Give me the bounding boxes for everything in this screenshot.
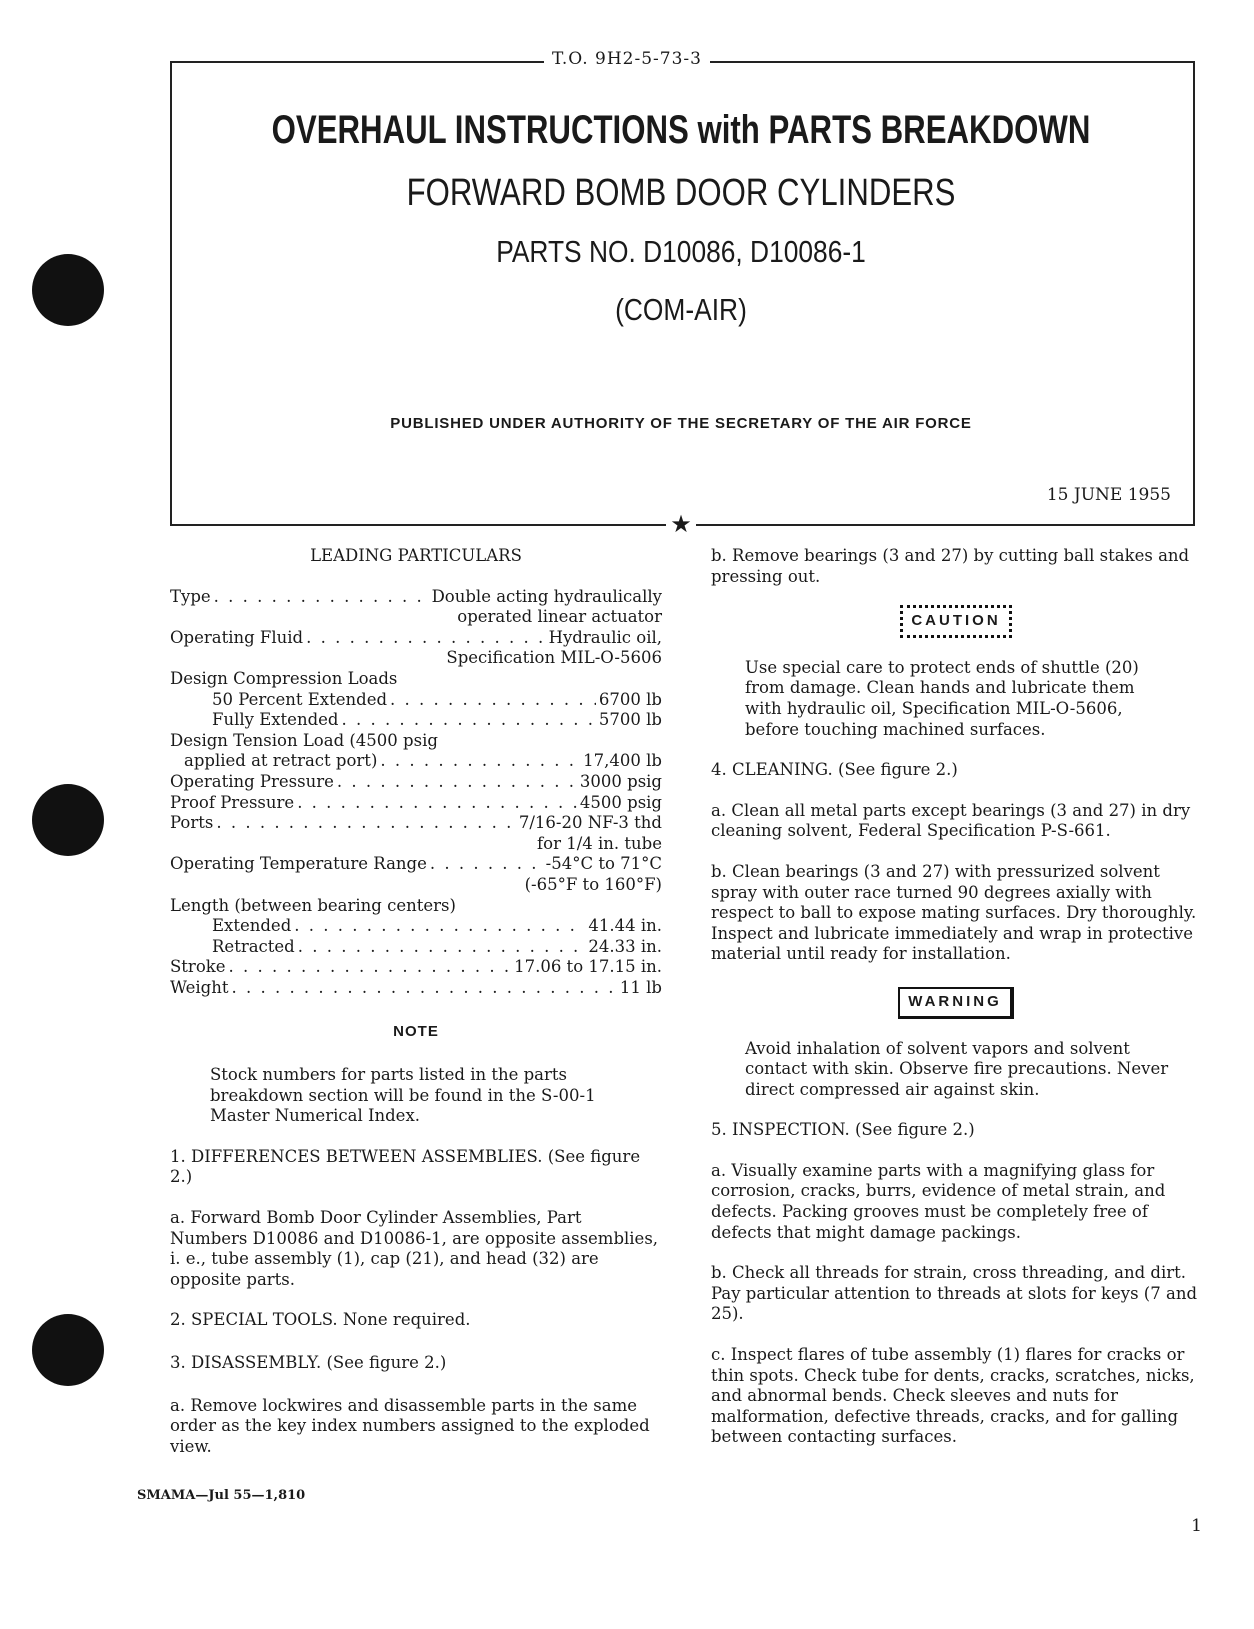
section-4-para-a: a. Clean all metal parts except bearings (3 and 27) in dry cleaning solvent, Federal Specification P-S-661. bbox=[711, 800, 1191, 841]
lp-value: Double acting hydraulically bbox=[431, 586, 662, 606]
lp-value: 6700 lb bbox=[598, 689, 662, 709]
section-1-para-a: a. Forward Bomb Door Cylinder Assemblies, Part Numbers D10086 and D10086-1, are opposite assemblies, i. e., tube assembly (1), cap (21), and head (32) are opposite parts. bbox=[170, 1208, 659, 1289]
punch-hole-1 bbox=[32, 254, 104, 326]
page-number: 1 bbox=[1191, 1516, 1202, 1536]
title-line-3: PARTS NO. D10086, D10086-1 bbox=[496, 234, 866, 269]
lp-length-label: Length (between bearing centers) bbox=[170, 895, 456, 915]
warning-box-wrap bbox=[711, 987, 1201, 1019]
lp-label: Extended bbox=[212, 916, 292, 936]
lp-stroke bbox=[170, 957, 662, 978]
lp-value-cont: Specification MIL-O-5606 bbox=[446, 648, 662, 668]
print-code: SMAMA—Jul 55—1,810 bbox=[137, 1488, 306, 1503]
lp-value: Hydraulic oil, bbox=[548, 627, 662, 647]
section-5-para-a: a. Visually examine parts with a magnifying glass for corrosion, cracks, burrs, evidence of metal strain, and defects. Packing grooves must be completely free of defects that might damage packings. bbox=[711, 1160, 1166, 1242]
leader-dots bbox=[341, 710, 595, 731]
lp-label: 50 Percent Extended bbox=[212, 689, 388, 709]
leader-dots bbox=[229, 957, 512, 978]
right-column bbox=[711, 546, 1201, 1448]
caution-text: Use special care to protect ends of shuttle (20) from damage. Clean hands and lubricate them with hydraulic oil, Specification MIL-O-5606, before touching machined surfaces. bbox=[745, 657, 1139, 739]
section-3-para-b: b. Remove bearings (3 and 27) by cutting ball stakes and pressing out. bbox=[711, 546, 1190, 586]
lp-extended bbox=[170, 916, 662, 937]
lp-fluid bbox=[170, 628, 662, 649]
lp-value: 41.44 in. bbox=[588, 916, 662, 936]
note-text: Stock numbers for parts listed in the parts breakdown section will be found in the S-00-1 Master Numerical Index. bbox=[210, 1065, 596, 1126]
section-5-para-b: b. Check all threads for strain, cross threading, and dirt. Pay particular attention to threads at slots for keys (7 and 25). bbox=[711, 1263, 1198, 1324]
lp-tension bbox=[170, 751, 662, 772]
leader-dots bbox=[216, 813, 515, 834]
lp-tension-label: Design Tension Load (4500 psig bbox=[170, 730, 438, 750]
lp-label: Operating Fluid bbox=[170, 627, 304, 647]
section-3-heading: 3. DISASSEMBLY. (See figure 2.) bbox=[170, 1353, 447, 1372]
caution-box-wrap bbox=[711, 605, 1201, 638]
lp-value-cont: (-65°F to 160°F) bbox=[524, 874, 662, 894]
section-4-para-b: b. Clean bearings (3 and 27) with pressurized solvent spray with outer race turned 90 degrees axially with respect to ball to expose mating surfaces. Dry thoroughly. Inspect and lubricate immediately and wrap in protective material until ready for installation. bbox=[711, 861, 1197, 964]
leader-dots bbox=[214, 587, 429, 608]
punch-hole-3 bbox=[32, 1314, 104, 1386]
section-3-para-a: a. Remove lockwires and disassemble parts in the same order as the key index numbers assigned to the exploded view. bbox=[170, 1395, 650, 1456]
publication-date: 15 JUNE 1955 bbox=[1046, 485, 1171, 505]
lp-value: 24.33 in. bbox=[588, 936, 662, 956]
lp-label: Retracted bbox=[212, 936, 295, 956]
lp-operating-pressure bbox=[170, 772, 662, 793]
section-5-heading: 5. INSPECTION. (See figure 2.) bbox=[711, 1120, 975, 1140]
caution-label: CAUTION bbox=[900, 605, 1011, 638]
lp-value: 17,400 lb bbox=[583, 751, 662, 771]
section-2-heading: 2. SPECIAL TOOLS. None required. bbox=[170, 1310, 471, 1330]
lp-value: 17.06 to 17.15 in. bbox=[514, 957, 662, 977]
lp-value: 7/16-20 NF-3 thd bbox=[518, 813, 662, 833]
left-column bbox=[170, 546, 662, 1457]
lp-value: 4500 psig bbox=[579, 792, 662, 812]
lp-label: Operating Pressure bbox=[170, 771, 334, 791]
leader-dots bbox=[337, 772, 577, 793]
lp-temperature bbox=[170, 854, 662, 875]
title-line-2: FORWARD BOMB DOOR CYLINDERS bbox=[406, 172, 956, 214]
lp-value-cont: for 1/4 in. tube bbox=[537, 833, 662, 853]
lp-half-extended bbox=[170, 690, 662, 711]
authority-line: PUBLISHED UNDER AUTHORITY OF THE SECRETARY OF THE AIR FORCE bbox=[390, 415, 972, 432]
leader-dots bbox=[231, 978, 616, 999]
leader-dots bbox=[294, 916, 585, 937]
leader-dots bbox=[306, 628, 545, 649]
section-5-para-c: c. Inspect flares of tube assembly (1) flares for cracks or thin spots. Check tube for dents, cracks, scratches, nicks, and abnormal bends. Check sleeves and nuts for malformation, defective threads, cracks, and for galling between contacting surfaces. bbox=[711, 1345, 1195, 1447]
star-icon: ★ bbox=[666, 509, 696, 539]
leading-particulars-heading: LEADING PARTICULARS bbox=[310, 546, 522, 565]
title-line-1: OVERHAUL INSTRUCTIONS with PARTS BREAKDOWN bbox=[271, 108, 1091, 152]
lp-label: Fully Extended bbox=[212, 710, 339, 730]
lp-proof-pressure bbox=[170, 793, 662, 814]
leader-dots bbox=[297, 793, 577, 814]
lp-label: Operating Temperature Range bbox=[170, 854, 427, 874]
lp-label: Proof Pressure bbox=[170, 792, 295, 812]
lp-label: applied at retract port) bbox=[184, 751, 378, 771]
leader-dots bbox=[430, 854, 543, 875]
lp-label: Type bbox=[170, 586, 211, 606]
lp-ports bbox=[170, 813, 662, 834]
lp-label: Stroke bbox=[170, 957, 226, 977]
warning-label: WARNING bbox=[898, 987, 1014, 1019]
title-line-4: (COM-AIR) bbox=[615, 292, 747, 327]
section-4-heading: 4. CLEANING. (See figure 2.) bbox=[711, 760, 958, 780]
punch-hole-2 bbox=[32, 784, 104, 856]
lp-value: 5700 lb bbox=[598, 710, 662, 730]
lp-label: Ports bbox=[170, 813, 214, 833]
leader-dots bbox=[298, 937, 586, 958]
lp-value-cont: operated linear actuator bbox=[457, 607, 662, 627]
lp-retracted bbox=[170, 937, 662, 958]
lp-type bbox=[170, 587, 662, 608]
lp-weight bbox=[170, 978, 662, 999]
lp-label: Weight bbox=[170, 977, 229, 997]
lp-value: -54°C to 71°C bbox=[545, 854, 662, 874]
note-heading: NOTE bbox=[393, 1023, 439, 1041]
section-1-heading: 1. DIFFERENCES BETWEEN ASSEMBLIES. (See figure 2.) bbox=[170, 1146, 641, 1187]
lp-fully-extended bbox=[170, 710, 662, 731]
lp-value: 3000 psig bbox=[579, 771, 662, 791]
lp-value: 11 lb bbox=[619, 977, 662, 997]
leader-dots bbox=[380, 751, 580, 772]
lp-compression-label: Design Compression Loads bbox=[170, 668, 398, 688]
leader-dots bbox=[390, 690, 596, 711]
warning-text: Avoid inhalation of solvent vapors and solvent contact with skin. Observe fire precautions. Never direct compressed air against skin. bbox=[745, 1038, 1169, 1099]
to-number: T.O. 9H2-5-73-3 bbox=[0, 49, 1254, 69]
